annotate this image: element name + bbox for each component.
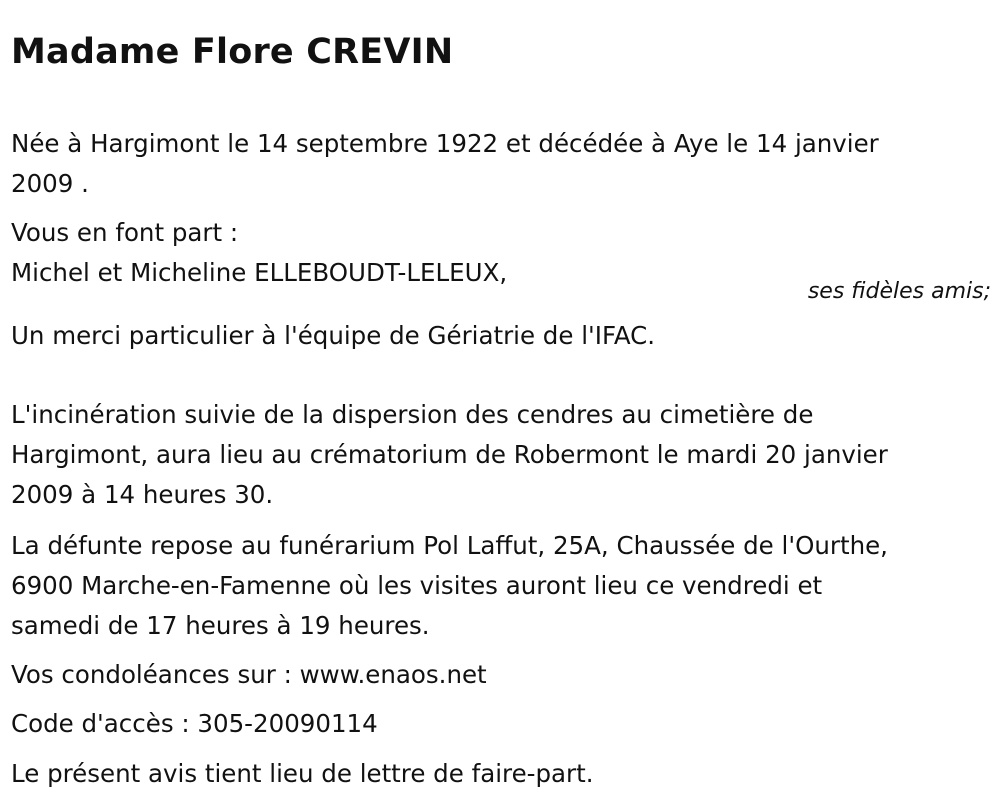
announcers-intro: Vous en font part : [11,218,239,247]
birth-death-line-2: 2009 . [11,169,89,198]
announcers-friends: ses fidèles amis; [807,279,991,304]
closing-line: Le présent avis tient lieu de lettre de faire-part. [11,759,594,788]
thanks-line: Un merci particulier à l'équipe de Gériatrie de l'IFAC. [11,321,656,350]
visitation-line-2: 6900 Marche-en-Famenne où les visites auront lieu ce vendredi et [11,571,823,600]
birth-death-line-1: Née à Hargimont le 14 septembre 1922 et décédée à Aye le 14 janvier [11,129,879,158]
cremation-line-3: 2009 à 14 heures 30. [11,480,274,509]
cremation-line-2: Hargimont, aura lieu au crématorium de Robermont le mardi 20 janvier [11,440,888,469]
closing-paragraph [11,754,986,794]
cremation-paragraph [11,395,986,515]
visitation-paragraph [11,526,986,646]
announcers-family: Michel et Micheline ELLEBOUDT-LELEUX, [11,258,508,287]
birth-death-paragraph [11,124,986,204]
access-code-paragraph [11,704,986,744]
visitation-line-3: samedi de 17 heures à 19 heures. [11,611,430,640]
condolences-line: Vos condoléances sur : www.enaos.net [11,660,487,689]
thanks-paragraph [11,316,986,356]
notice-title: Madame Flore CREVIN [11,32,454,72]
condolences-paragraph [11,655,986,695]
access-code-line: Code d'accès : 305-20090114 [11,709,378,738]
visitation-line-1: La défunte repose au funérarium Pol Laffut, 25A, Chaussée de l'Ourthe, [11,531,888,560]
cremation-line-1: L'incinération suivie de la dispersion des cendres au cimetière de [11,400,814,429]
